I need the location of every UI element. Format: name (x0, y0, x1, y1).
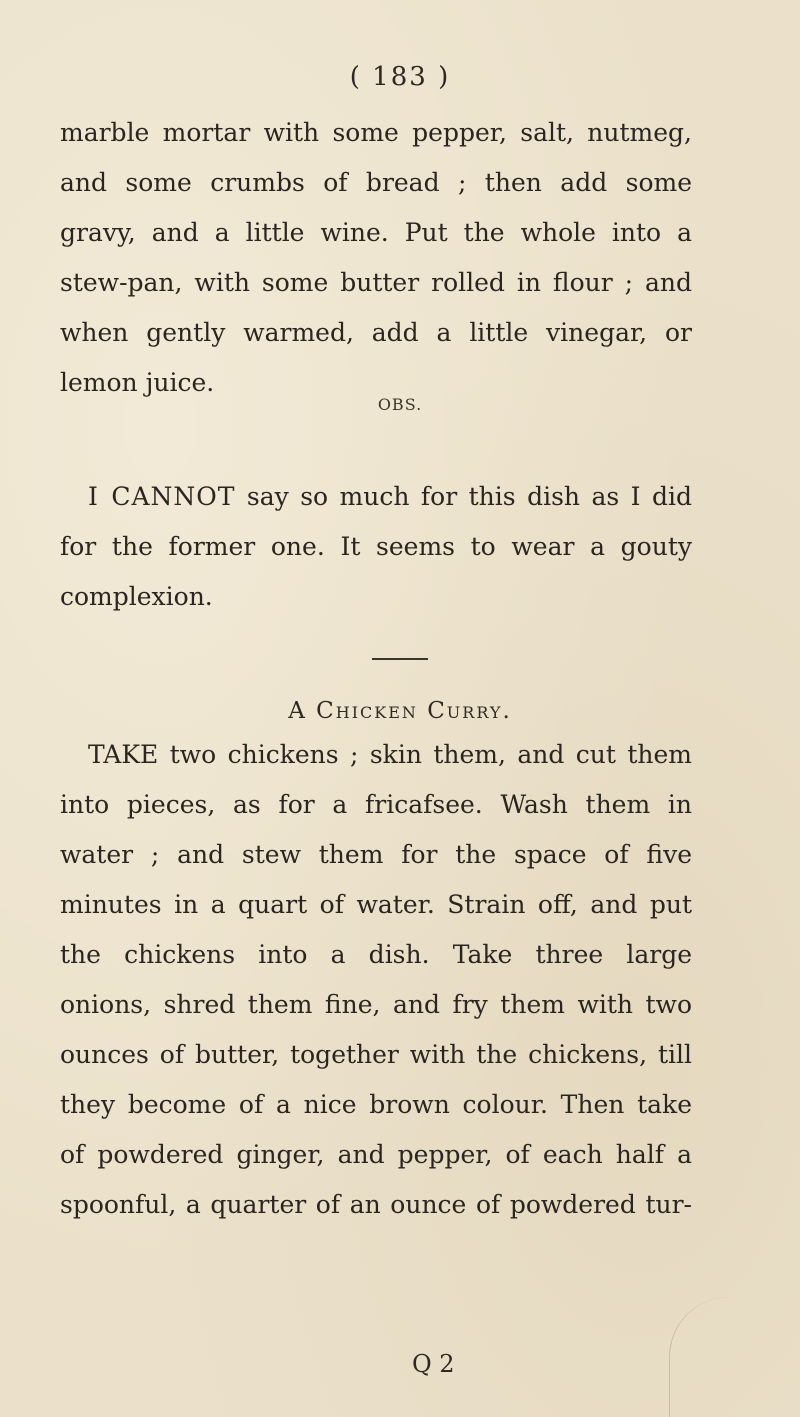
recipe-paragraph (60, 730, 692, 1230)
text-line: TAKE two chickens ; skin them, and cut them (88, 740, 692, 769)
signature-mark: Q 2 (412, 1350, 455, 1378)
text-line (60, 472, 692, 522)
text-line-rest: say so much for this dish as I did (246, 482, 692, 511)
text-line: marble mortar with some pepper, salt, nutmeg, (60, 118, 692, 147)
text-line: water ; and stew them for the space of five (60, 840, 692, 869)
text-line: stew-pan, with some butter rolled in flour ; and (60, 268, 692, 297)
recipe-title: A Chicken Curry. (288, 698, 512, 724)
text-line: ounces of butter, together with the chickens, till (60, 1040, 692, 1069)
observations-paragraph (60, 472, 692, 622)
text-line: minutes in a quart of water. Strain off, and put (60, 890, 692, 919)
text-line: for the former one. It seems to wear a gouty (60, 532, 692, 561)
text-line: of powdered ginger, and pepper, of each half a (60, 1140, 692, 1169)
text-line: they become of a nice brown colour. Then take (60, 1090, 692, 1119)
text-line: when gently warmed, add a little vinegar, or (60, 318, 692, 347)
page-number: ( 183 ) (349, 62, 451, 92)
opening-words: I CANNOT (88, 482, 236, 511)
text-line: gravy, and a little wine. Put the whole into a (60, 218, 692, 247)
text-line: lemon juice. (60, 368, 215, 397)
section-divider (372, 658, 428, 660)
text-line: spoonful, a quarter of an ounce of powdered tur- (60, 1190, 692, 1219)
page-fold-mark (669, 1297, 760, 1417)
observations-heading: OBS. (377, 395, 423, 414)
text-line: into pieces, as for a fricafsee. Wash them in (60, 790, 692, 819)
text-line: complexion. (60, 582, 213, 611)
text-line: the chickens into a dish. Take three large (60, 940, 692, 969)
continued-paragraph (60, 108, 692, 408)
text-line: onions, shred them fine, and fry them with two (60, 990, 692, 1019)
text-line: and some crumbs of bread ; then add some (60, 168, 692, 197)
